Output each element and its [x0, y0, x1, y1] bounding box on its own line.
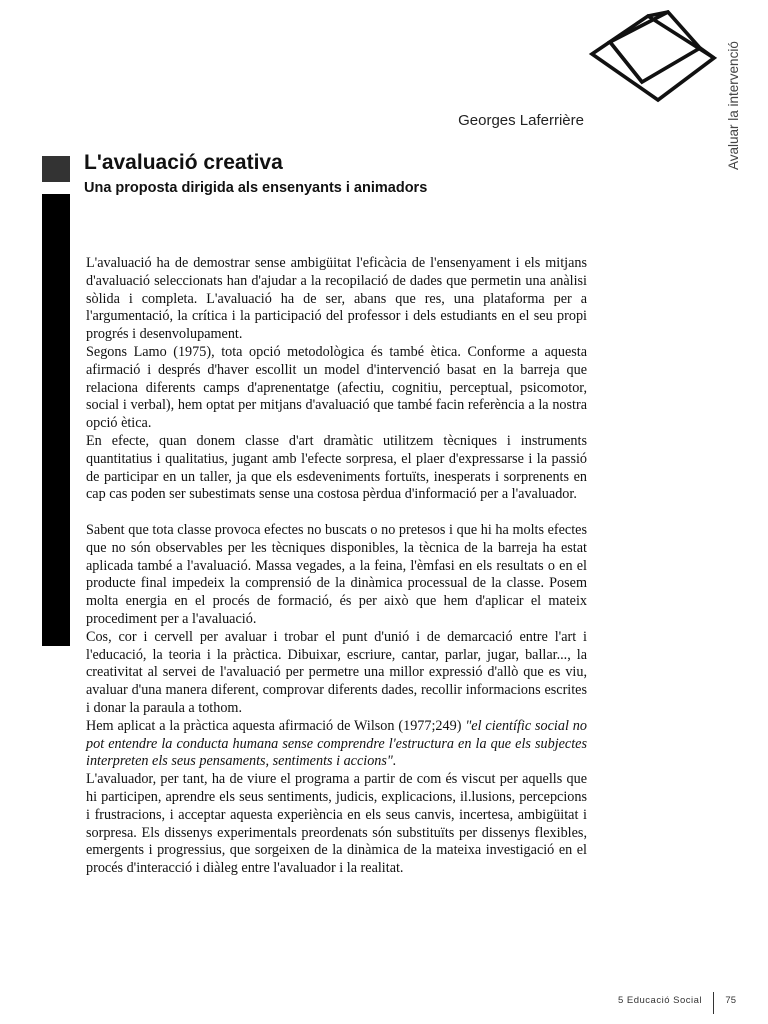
- page-footer: [560, 992, 750, 1016]
- page-number: 75: [725, 995, 736, 1006]
- section-label: Avaluar la intervenció: [726, 41, 741, 170]
- paragraph: L'avaluador, per tant, ha de viure el programa a partir de com és viscut per aquells que hi participen, aprendre els seus sentiments, judicis, explicacions, il.lusions, percepcions i frustracions, i acceptar aquesta experiència en els seus canvis, incertesa, ambigüitat i sorpresa. Els dissenys experimentals preordenats són substituïts per dissenys flexibles, emergents i progressius, que sorgeixen de la dinàmica de la mateixa investigació en el procés d'interacció i diàleg entre l'avaluador i la realitat.: [86, 771, 587, 877]
- margin-rule-bar: [42, 194, 70, 646]
- quote-lead: Hem aplicat a la pràctica aquesta afirmació de Wilson (1977;249): [86, 717, 466, 734]
- article-subtitle: Una proposta dirigida als ensenyants i animadors: [84, 180, 428, 196]
- paragraph: L'avaluació ha de demostrar sense ambigüitat l'eficàcia de l'ensenyament i els mitjans d'avaluació seleccionats han d'ajudar a la recopilació de dades que permetin una anàlisi sòlida i completa. L'avaluació ha de ser, abans que res, una plataforma per a l'argumentació, la crítica i la participació del professor i dels estudiants en el seu propi progrés i desenvolupament.: [86, 255, 587, 343]
- wilson-quote: "el científic social no pot entendre la conducta humana sense comprendre l'estructura en la que els subjectes interpreten els seus pensaments, sentiments i accions".: [86, 717, 587, 770]
- paragraph: Segons Lamo (1975), tota opció metodològica és també ètica. Conforme a aquesta afirmació i després d'haver escollit un model d'intervenció basat en la barreja que relaciona diferents camps d'aprenentatge (afectiu, cognitiu, perceptual, psicomotor, social i verbal), hem optat per mitjans d'avaluació que també facin referència a la nostra opció ètica.: [86, 343, 587, 432]
- paragraph: En efecte, quan donem classe d'art dramàtic utilitzem tècniques i instruments quantitatius i qualitatius, jugant amb l'efecte sorpresa, el plaer d'expressarse i la passió de participar en un taller, ja que els esdeveniments fortuïts, inesperats i sorprenents en cap cas poden ser subestimats sense una costosa pèrdua d'informació per a l'avaluador.: [86, 432, 587, 503]
- title-marker-bar: [42, 156, 70, 182]
- quote-paragraph: [86, 718, 587, 771]
- paragraph: Sabent que tota classe provoca efectes no buscats o no pretesos i que hi ha molts efectes que no són observables per les tècniques disponibles, la tècnica de la barreja ha estat aplicada també a l'avaluació. Massa vegades, a la feina, l'èmfasi en els resultats o en el producte final impedeix la comprensió de la dinàmica processual de la classe. Posem molta energia en el procés de formació, és per això que hem d'aplicar el mateix procediment per a l'avaluació.: [86, 521, 587, 627]
- journal-name: 5 Educació Social: [617, 995, 702, 1006]
- author-name: Georges Laferrière: [458, 112, 584, 129]
- wireframe-cube-icon: [588, 10, 720, 110]
- footer-divider: [713, 992, 714, 1014]
- paragraph: Cos, cor i cervell per avaluar i trobar el punt d'unió i de demarcació entre l'art i l'educació, la teoria i la pràctica. Dibuixar, escriure, cantar, parlar, jugar, ballar..., la creativitat al servei de l'avaluació per permetre una millor expressió d'allò que es viu, avaluar d'una manera diferent, comprovar diferents dades, recollir informacions escrites i donar la paraula a tothom.: [86, 628, 587, 716]
- article-title: L'avaluació creativa: [84, 151, 283, 174]
- article-body: [86, 255, 587, 878]
